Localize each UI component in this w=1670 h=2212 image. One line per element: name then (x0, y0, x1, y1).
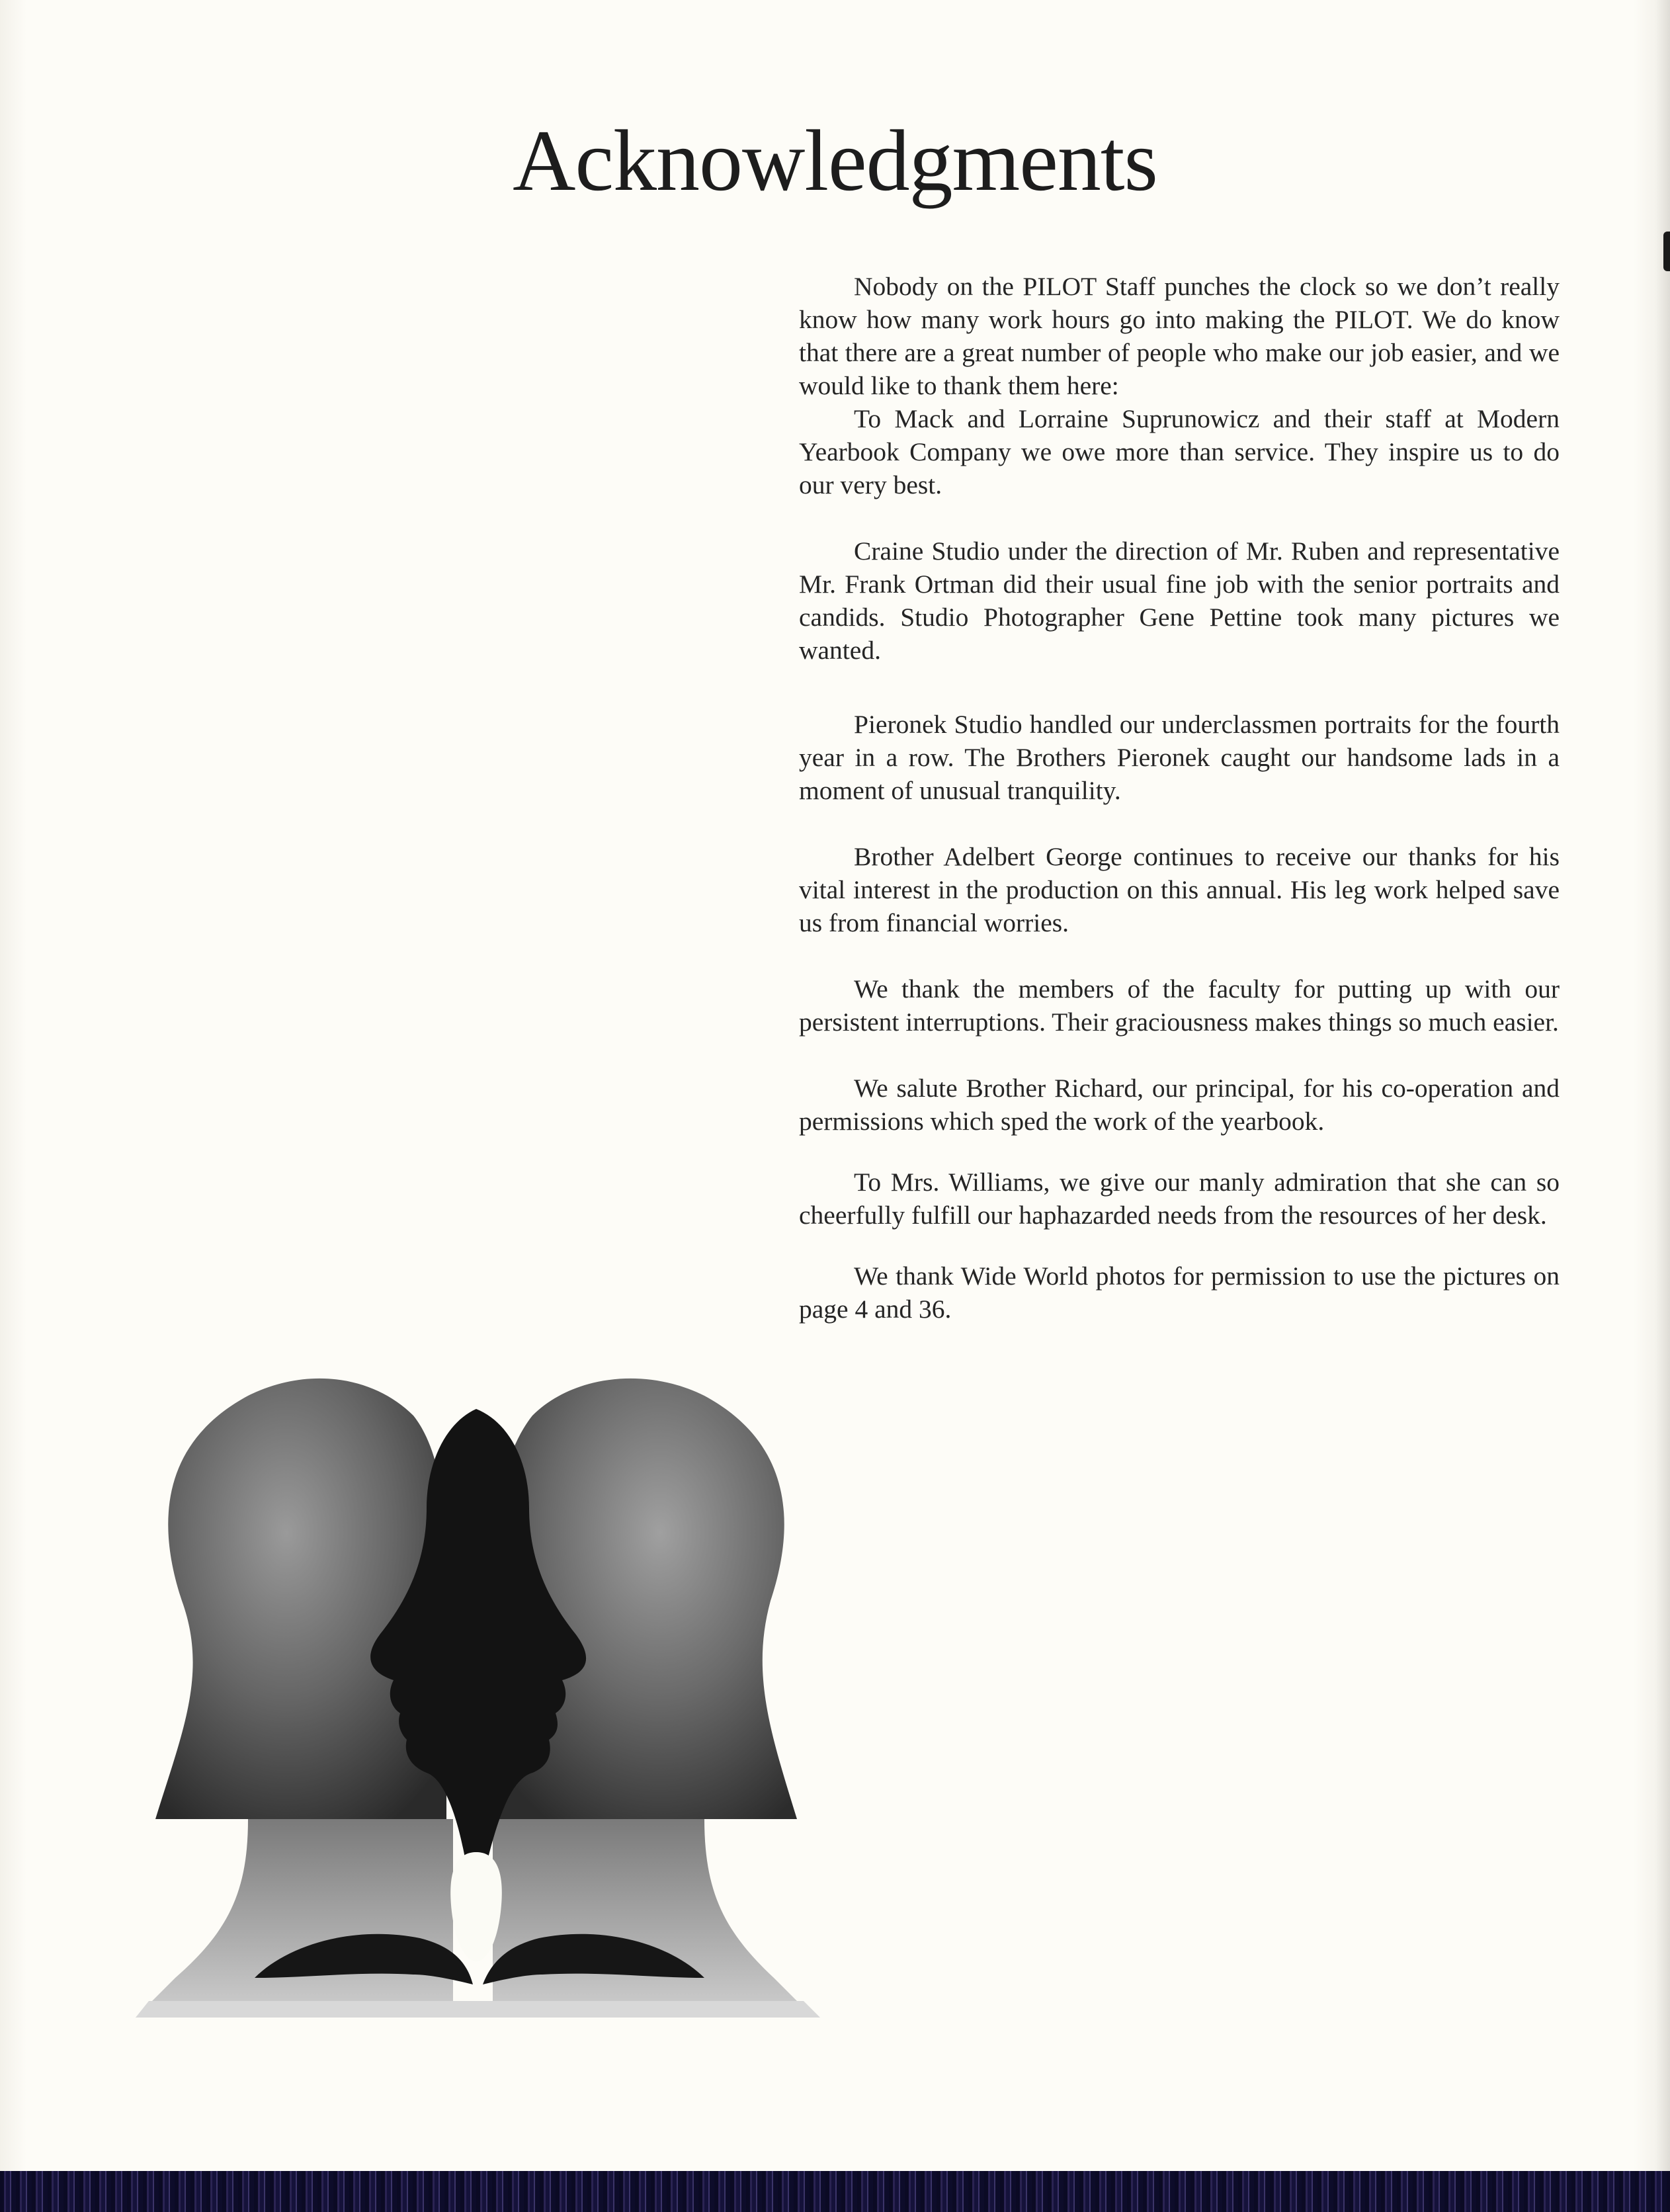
scan-edge-shadow (1655, 0, 1670, 2212)
binding-mark (1663, 232, 1670, 271)
paragraph-craine-studio: Craine Studio under the direction of Mr. Ruben and representative Mr. Frank Ortman did their usual fine job with the senior portraits and candids. Studio Photographer Gene Pettine took many pictures we wanted. (799, 536, 1560, 665)
paragraph-faculty: We thank the members of the faculty for putting up with our persistent interruptions. Their graciousness makes things so much easier. (799, 974, 1560, 1037)
acknowledgments-text (799, 270, 1560, 1326)
paragraph-brother-richard: We salute Brother Richard, our principal, for his co-operation and permissions which sped the work of the yearbook. (799, 1074, 1560, 1136)
page-title: Acknowledgments (513, 112, 1157, 209)
left-head-shape (155, 1379, 446, 1819)
paragraph-pieronek-studio: Pieronek Studio handled our underclassmen portraits for the fourth year in a row. The Brothers Pieronek caught our handsome lads in a moment of unusual tranquility. (799, 710, 1560, 805)
paragraph-wide-world: We thank Wide World photos for permission to use the pictures on page 4 and 36. (799, 1261, 1560, 1324)
paragraph-intro: Nobody on the PILOT Staff punches the clock so we don’t really know how many work hours go into making the PILOT. We do know that there are a great number of people who make our job easier, and we would like to thank them here: (799, 272, 1560, 400)
paragraph-modern-yearbook: To Mack and Lorraine Suprunowicz and their staff at Modern Yearbook Company we owe more than service. They inspire us to do our very best. (799, 404, 1560, 499)
paragraph-brother-adelbert: Brother Adelbert George continues to receive our thanks for his vital interest in the production on this annual. His leg work helped save us from financial worries. (799, 842, 1560, 937)
scan-bottom-border (0, 2171, 1670, 2212)
two-heads-illustration (136, 1363, 820, 2018)
paragraph-mrs-williams: To Mrs. Williams, we give our manly admiration that she can so cheerfully fulfill our haphazarded needs from the resources of her desk. (799, 1168, 1560, 1230)
